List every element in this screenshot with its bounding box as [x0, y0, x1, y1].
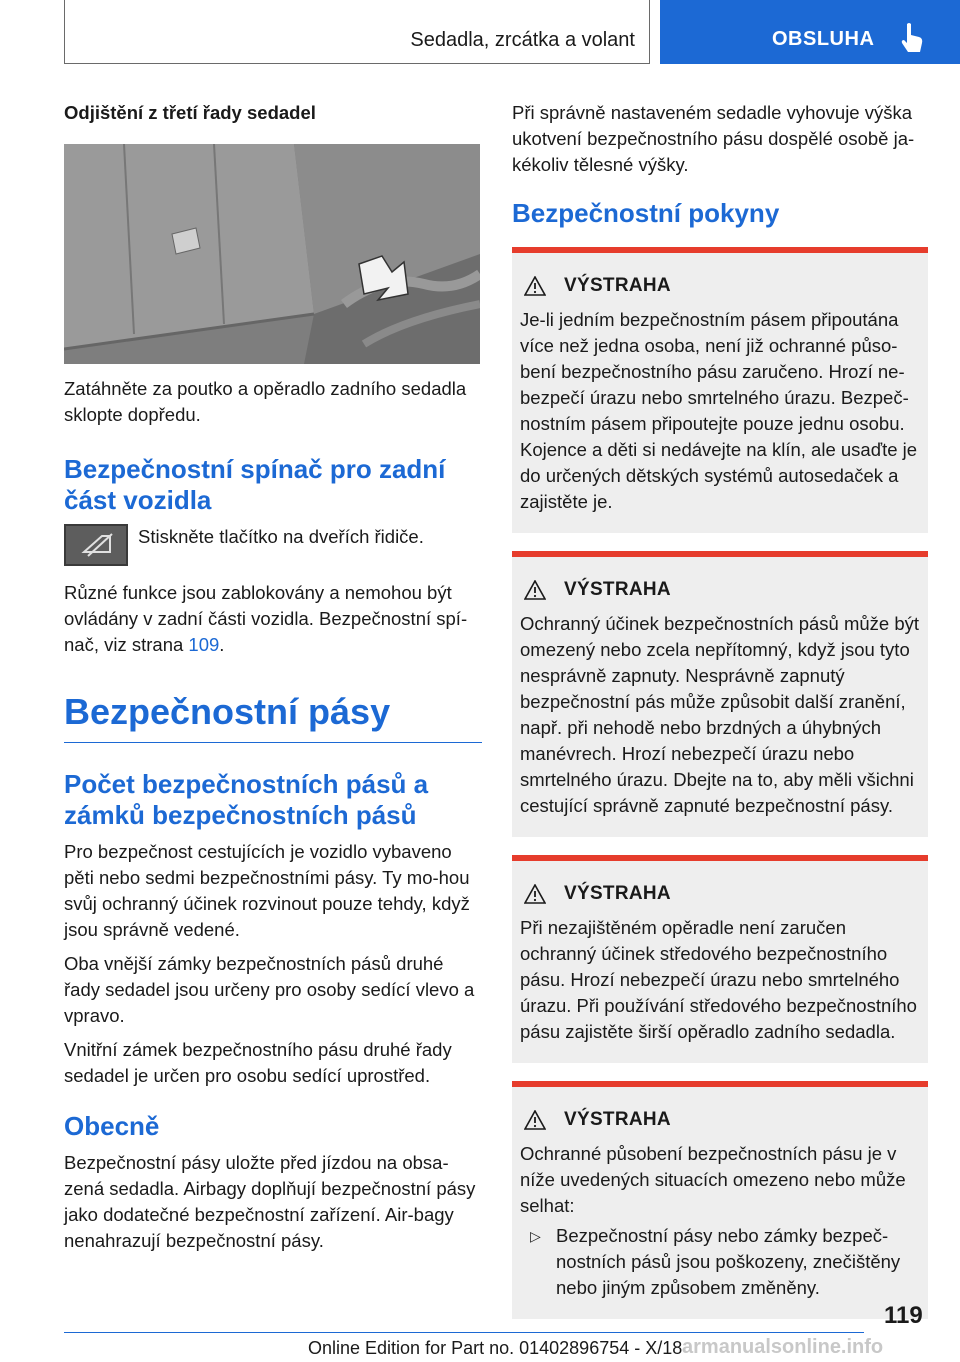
switch-paragraph: Různé funkce jsou zablokovány a nemohou být ovládány v zadní části vozidla. Bezpečnostní spí‐nač, viz strana 109.	[64, 582, 468, 655]
footer-edition: Online Edition for Part no. 01402896754 - X/18	[308, 1338, 683, 1358]
right-column	[512, 100, 928, 1319]
switch-instruction: Stiskněte tlačítko na dveřích řidiče.	[138, 526, 424, 547]
bullet-triangle-icon: ▷	[530, 1228, 541, 1244]
header-section-box	[64, 0, 650, 64]
warning-box-4	[512, 1081, 928, 1319]
tab-label: OBSLUHA	[772, 28, 875, 50]
header-tab[interactable]	[660, 0, 960, 64]
warning-title: VÝSTRAHA	[564, 883, 671, 904]
warning-triangle-icon	[524, 884, 546, 904]
warning-list	[520, 1223, 920, 1301]
seat-caption: Zatáhněte za poutko a opěradlo zadního sedadla sklopte dopředu.	[64, 378, 467, 425]
heading-safety-notes: Bezpečnostní pokyny	[512, 198, 780, 228]
seat-photo	[64, 144, 480, 364]
warning-text: Je-li jedním bezpečnostním pásem připoutána více než jedna osoba, není již ochranné půso‐bení bezpečnostního pásu zaručeno. Hrozí ne‐bezpečí úrazu nebo smrtelného úrazu. Bezpeč‐nostním pásem připoutejte pouze jednu osobu. Kojence a děti si nedávejte na klín, ale usaďte je do určených dětských systémů autosedaček a zajistěte je.	[520, 309, 918, 512]
belt-count-paragraph-2: Oba vnější zámky bezpečnostních pásů druhé řady sedadel jsou určeny pro osoby sedící vlevo a vpravo.	[64, 953, 475, 1026]
warning-triangle-icon	[524, 276, 546, 296]
heading-belt-count: Počet bezpečnostních pásů a zámků bezpečnostních pásů	[64, 769, 429, 830]
warning-text: Při nezajištěném opěradle není zaručen ochranný účinek středového bezpečnostního pásu. Hrozí nebezpečí úrazu nebo smrtelného úrazu. Při používání středového bezpečnostního pásu zajistěte širší opěradlo zadního sedadla.	[520, 917, 917, 1042]
warning-triangle-icon	[524, 580, 546, 600]
page-number: 119	[884, 1302, 923, 1329]
warning-box-1	[512, 247, 928, 533]
warning-box-2	[512, 551, 928, 837]
footer-watermark: armanualsonline.info	[682, 1336, 884, 1358]
warning-triangle-icon	[524, 1110, 546, 1130]
section-title: Sedadla, zrcátka a volant	[410, 29, 635, 51]
switch-row	[64, 524, 482, 566]
warning-text: Ochranné působení bezpečnostních pásu je v níže uvedených situacích omezeno nebo může selhat:	[520, 1143, 906, 1216]
left-column	[64, 100, 482, 1262]
hand-pointer-icon	[898, 22, 924, 54]
warning-title: VÝSTRAHA	[564, 275, 671, 296]
warning-title: VÝSTRAHA	[564, 579, 671, 600]
heading-seat-belts: Bezpečnostní pásy	[64, 692, 482, 743]
right-intro: Při správně nastaveném sedadle vyhovuje výška ukotvení bezpečnostního pásu dospělé osobě ja‐kékoliv tělesné výšky.	[512, 102, 915, 175]
warning-title: VÝSTRAHA	[564, 1109, 671, 1130]
page-link-109[interactable]: 109	[188, 634, 220, 655]
heading-general: Obecně	[64, 1111, 160, 1141]
warning-text: Ochranný účinek bezpečnostních pásů může být omezený nebo zcela nepřítomný, když jsou tyto nesprávně zapnuty. Nesprávně zapnutý bezpečnostní pás může způsobit další zranění, např. při nehodě nebo brzdných a úhybných manévrech. Hrozí nebezpečí úrazu nebo smrtelného úrazu. Dbejte na to, aby měli všichni cestující správně zapnuté bezpečnostní pásy.	[520, 613, 920, 816]
warning-box-3	[512, 855, 928, 1063]
general-paragraph: Bezpečnostní pásy uložte před jízdou na obsa‐zená sedadla. Airbagy doplňují bezpečnostní pásy jako dodatečné bezpečnostní zařízení. Air‐bagy nenahrazují bezpečnostní pásy.	[64, 1152, 476, 1251]
belt-count-paragraph-3: Vnitřní zámek bezpečnostního pásu druhé řady sedadel je určen pro osobu sedící uprostřed.	[64, 1039, 452, 1086]
belt-count-paragraph-1: Pro bezpečnost cestujících je vozidlo vybaveno pěti nebo sedmi bezpečnostními pásy. Ty mo‐hou svůj ochranný účinek rozvinout pouze tehdy, když jsou správně vedené.	[64, 841, 470, 940]
window-lock-switch-icon	[64, 524, 128, 566]
heading-safety-switch: Bezpečnostní spínač pro zadní část vozidla	[64, 454, 446, 515]
subheading-third-row: Odjištění z třetí řady sedadel	[64, 102, 316, 123]
footer-rule	[64, 1332, 864, 1333]
list-item: ▷ Bezpečnostní pásy nebo zámky bezpeč‐nostních pásů jsou poškozeny, znečištěny nebo jiným způsobem změněny.	[530, 1225, 901, 1298]
